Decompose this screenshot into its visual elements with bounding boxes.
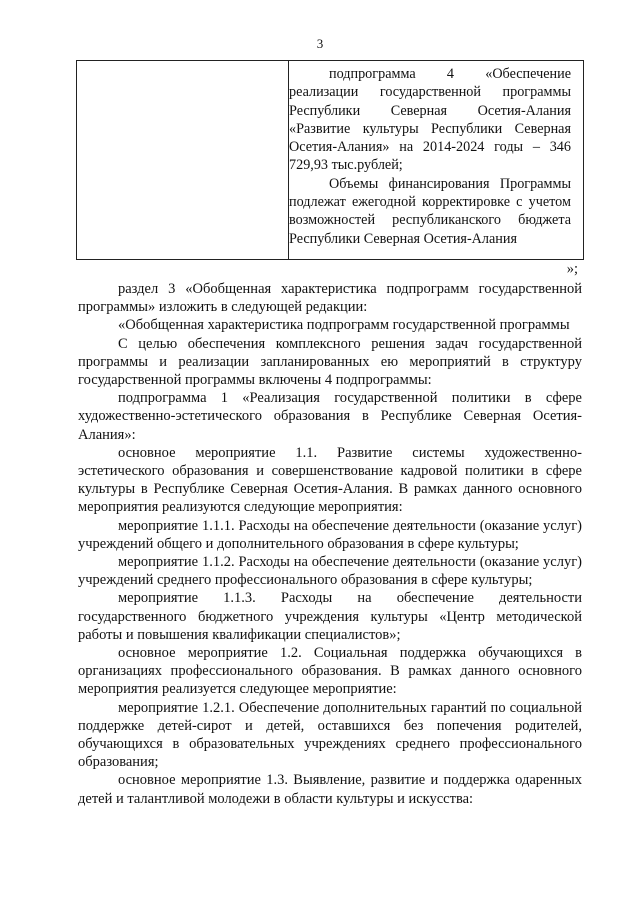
document-body bbox=[78, 280, 582, 808]
table-right-cell bbox=[289, 65, 571, 248]
table-paragraph-financing-note: Объемы финансирования Программы подлежат ежегодной корректировке с учетом возможностей республиканского бюджета Республики Северная Осетия-Алания bbox=[289, 175, 571, 247]
paragraph-event-1-2-1: мероприятие 1.2.1. Обеспечение дополнительных гарантий по социальной поддержке детей-сирот и детей, оставшихся без попечения родителей, обучающихся в образовательных учреждениях среднего профессионального образования; bbox=[78, 699, 582, 771]
paragraph-event-1-1-3: мероприятие 1.1.3. Расходы на обеспечение деятельности государственного бюджетного учреждения культуры «Центр методической работы и повышения квалификации специалистов»; bbox=[78, 590, 582, 643]
program-table bbox=[76, 60, 584, 260]
paragraph-event-1-1-1: мероприятие 1.1.1. Расходы на обеспечение деятельности (оказание услуг) учреждений общего и дополнительного образования в сфере культуры; bbox=[78, 517, 582, 552]
paragraph-main-event-1-1: основное мероприятие 1.1. Развитие системы художественно-эстетического образования и совершенствование кадровой политики в сфере культуры в Республике Северная Осетия-Алания. В рамках данного основного мероприятия реализуются следующие мероприятия: bbox=[78, 444, 582, 516]
paragraph-main-event-1-3: основное мероприятие 1.3. Выявление, развитие и поддержка одаренных детей и талантливой молодежи в области культуры и искусства: bbox=[78, 772, 582, 807]
paragraph-event-1-1-2: мероприятие 1.1.2. Расходы на обеспечение деятельности (оказание услуг) учреждений среднего профессионального образования в сфере культуры; bbox=[78, 554, 582, 589]
table-left-cell bbox=[77, 61, 289, 259]
page-number: 3 bbox=[316, 36, 324, 51]
paragraph-section-title: «Обобщенная характеристика подпрограмм государственной программы bbox=[118, 317, 570, 334]
paragraph-section-3-intro: раздел 3 «Обобщенная характеристика подпрограмм государственной программы» изложить в следующей редакции: bbox=[78, 281, 582, 316]
paragraph-purpose: С целью обеспечения комплексного решения задач государственной программы и реализации запланированных ею мероприятий в структуру государственной программы включены 4 подпрограммы: bbox=[78, 335, 582, 389]
closing-quote: »; bbox=[566, 261, 578, 277]
paragraph-main-event-1-2: основное мероприятие 1.2. Социальная поддержка обучающихся в организациях профессионального образования. В рамках данного основного мероприятия реализуется следующее мероприятие: bbox=[78, 645, 582, 698]
paragraph-subprogram-1: подпрограмма 1 «Реализация государственной политики в сфере художественно-эстетического образования в Республике Северная Осетия-Алания»: bbox=[78, 390, 582, 443]
table-paragraph-subprogram-4: подпрограмма 4 «Обеспечение реализации государственной программы Республики Северная Осетия-Алания «Развитие культуры Республики Северная Осетия-Алания» на 2014-2024 годы – 346 729,93 тыс.рублей; bbox=[289, 66, 571, 174]
